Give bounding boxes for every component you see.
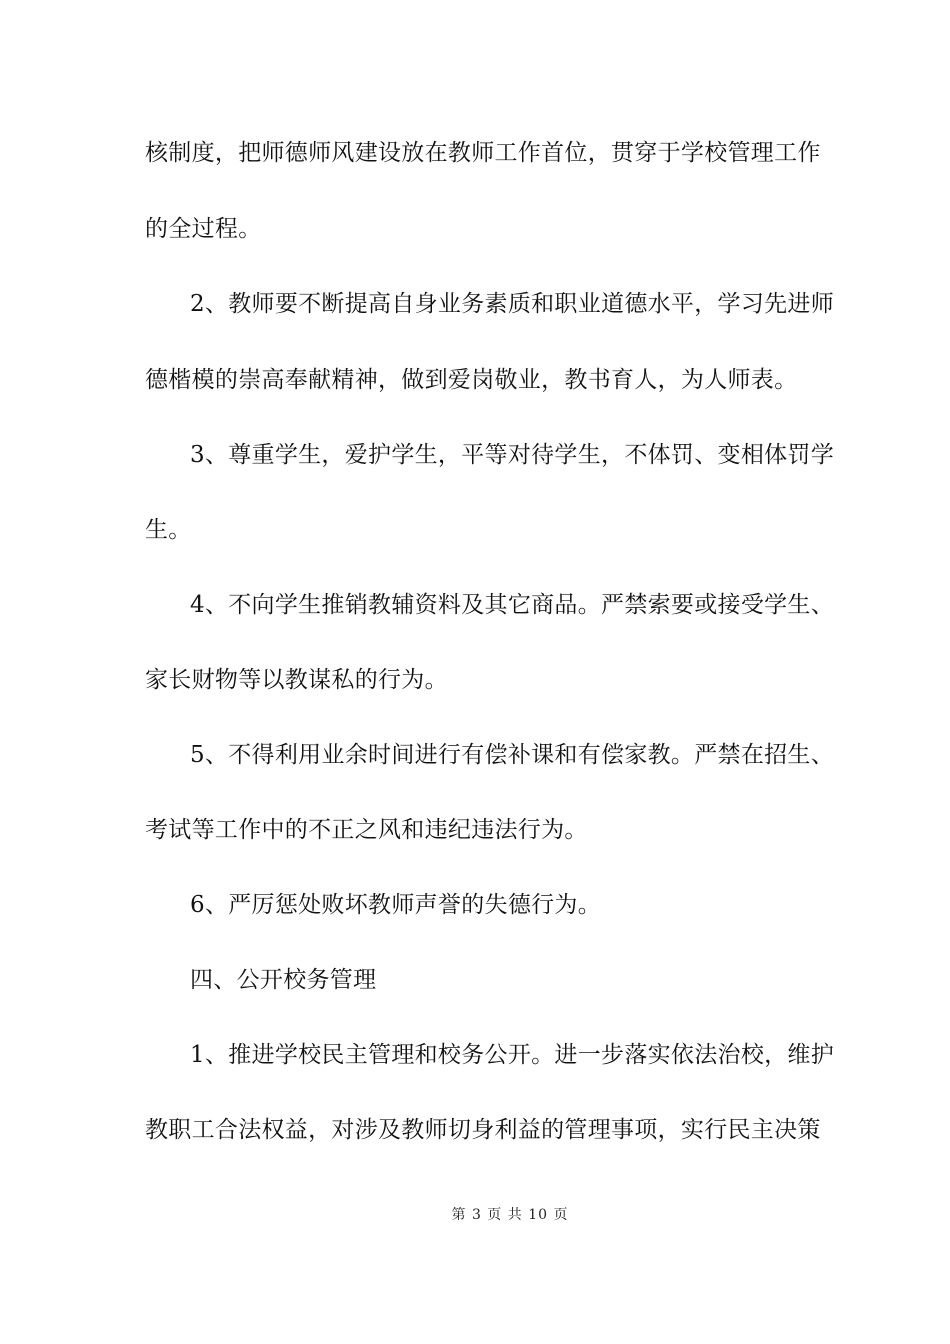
paragraph-line: 6、严厉惩处败坏教师声誉的失德行为。 <box>190 892 602 918</box>
paragraph-line: 5、不得利用业余时间进行有偿补课和有偿家教。严禁在招生、 <box>190 742 835 768</box>
page-number-footer: 第 3 页 共 10 页 <box>451 1207 569 1223</box>
paragraph-line: 家长财物等以教谋私的行为。 <box>145 667 448 693</box>
paragraph-line: 生。 <box>145 517 192 543</box>
paragraph-line: 3、尊重学生，爱护学生，平等对待学生，不体罚、变相体罚学 <box>190 442 835 468</box>
paragraph-line: 核制度，把师德师风建设放在教师工作首位，贯穿于学校管理工作 <box>145 140 821 166</box>
paragraph-line: 4、不向学生推销教辅资料及其它商品。严禁索要或接受学生、 <box>190 592 835 618</box>
paragraph-line: 1、推进学校民主管理和校务公开。进一步落实依法治校，维护 <box>190 1042 835 1068</box>
paragraph-line: 考试等工作中的不正之风和违纪违法行为。 <box>145 817 588 843</box>
paragraph-line: 的全过程。 <box>145 216 262 242</box>
section-heading: 四、公开校务管理 <box>190 967 377 993</box>
paragraph-line: 教职工合法权益，对涉及教师切身利益的管理事项，实行民主决策 <box>145 1117 821 1143</box>
paragraph-line: 德楷模的崇高奉献精神，做到爱岗敬业，教书育人，为人师表。 <box>145 367 798 393</box>
paragraph-line: 2、教师要不断提高自身业务素质和职业道德水平，学习先进师 <box>190 291 835 317</box>
